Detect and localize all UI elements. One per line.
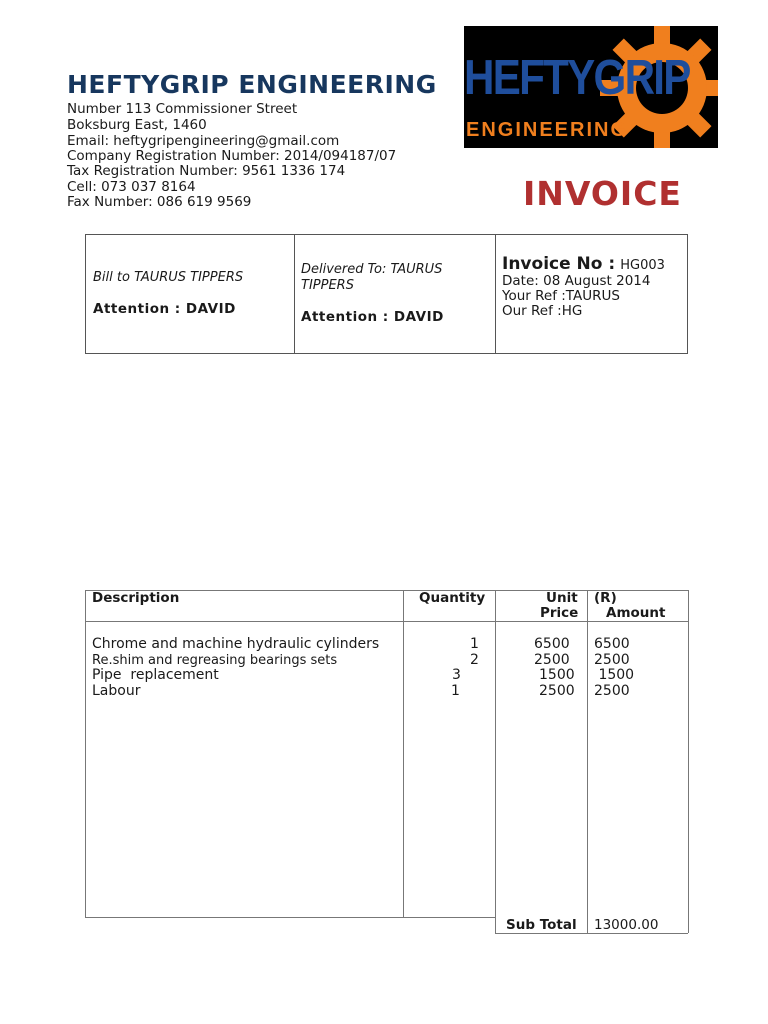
invoice-number-label: Invoice No : <box>502 254 616 274</box>
our-ref: Our Ref :HG <box>502 303 583 319</box>
row-amount: 2500 <box>594 652 630 668</box>
delivered-to-label: Delivered To: TAURUS <box>301 262 443 277</box>
cell-line: Cell: 073 037 8164 <box>67 179 196 195</box>
logo-top-text: HEFTYGRIP <box>464 51 690 105</box>
billing-info-box <box>85 234 688 354</box>
address-line: Boksburg East, 1460 <box>67 117 207 133</box>
row-amount: 1500 <box>594 667 635 683</box>
email-line: Email: heftygripengineering@gmail.com <box>67 133 340 149</box>
row-quantity: 3 <box>452 667 461 683</box>
subtotal-value: 13000.00 <box>594 917 659 933</box>
row-unit-price: 6500 <box>534 636 570 652</box>
header-unit: Unit <box>546 590 578 606</box>
row-quantity: 2 <box>470 652 479 668</box>
invoice-title: INVOICE <box>523 174 682 213</box>
logo-bottom-text: ENGINEERING <box>466 119 629 141</box>
registration-line: Company Registration Number: 2014/094187/07 <box>67 148 397 164</box>
fax-line: Fax Number: 086 619 9569 <box>67 194 252 210</box>
header-price: Price <box>540 605 579 621</box>
invoice-number-value: HG003 <box>620 258 665 273</box>
row-description: Labour <box>92 683 141 699</box>
row-unit-price: 2500 <box>534 652 570 668</box>
bill-to-label: Bill to TAURUS TIPPERS <box>93 270 244 285</box>
address-line: Number 113 Commissioner Street <box>67 101 298 117</box>
invoice-number <box>502 254 665 274</box>
row-quantity: 1 <box>451 683 460 699</box>
row-amount: 6500 <box>594 636 630 652</box>
logo-wordmark <box>464 50 690 106</box>
header-currency: (R) <box>594 590 617 606</box>
tax-line: Tax Registration Number: 9561 1336 174 <box>67 163 346 179</box>
row-amount: 2500 <box>594 683 630 699</box>
your-ref: Your Ref :TAURUS <box>502 288 620 304</box>
company-name: HEFTYGRIP ENGINEERING <box>67 70 437 99</box>
header-amount: Amount <box>606 605 666 621</box>
company-logo <box>464 26 718 148</box>
delivered-to-attention: Attention : DAVID <box>301 309 444 325</box>
bill-to-attention: Attention : DAVID <box>93 301 236 317</box>
header-description: Description <box>92 590 180 606</box>
row-description: Pipe replacement <box>92 667 219 683</box>
delivered-to-label-2: TIPPERS <box>301 278 354 293</box>
row-unit-price: 2500 <box>539 683 575 699</box>
subtotal-label: Sub Total <box>506 917 577 933</box>
row-description: Re.shim and regreasing bearings sets <box>92 653 338 668</box>
row-description: Chrome and machine hydraulic cylinders <box>92 636 380 652</box>
header-quantity: Quantity <box>419 590 486 606</box>
row-unit-price: 1500 <box>539 667 575 683</box>
invoice-date: Date: 08 August 2014 <box>502 273 651 289</box>
row-quantity: 1 <box>470 636 479 652</box>
